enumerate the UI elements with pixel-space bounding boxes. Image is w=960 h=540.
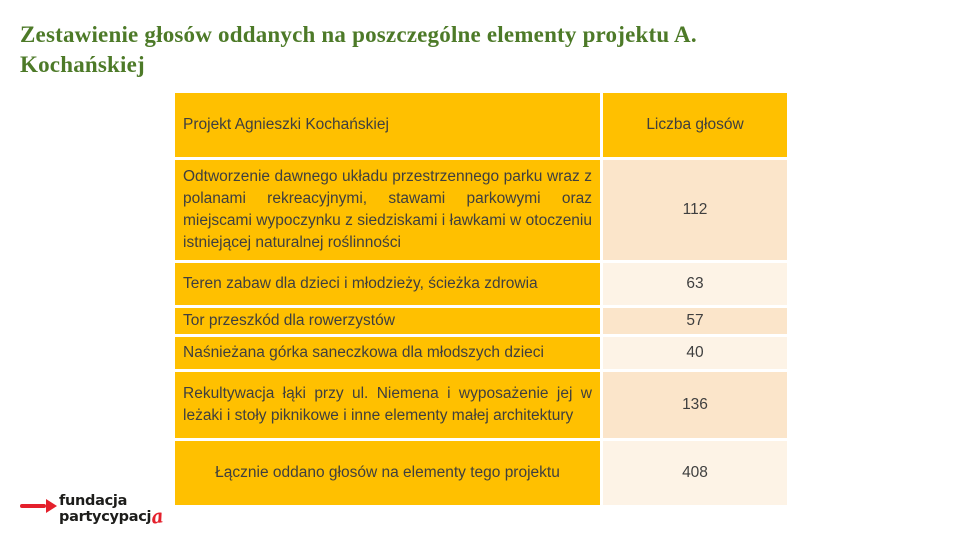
logo-red-a: a <box>149 504 165 529</box>
votes-value: 112 <box>603 160 787 260</box>
total-votes-value: 408 <box>603 441 787 505</box>
project-element-label: Rekultywacja łąki przy ul. Niemena i wyposażenie jej w leżaki i stoły piknikowe i inne elementy małej architektury <box>175 372 600 438</box>
votes-value: 63 <box>603 263 787 305</box>
logo-text <box>59 493 165 529</box>
logo-line1: fundacja <box>59 493 128 509</box>
table-row <box>175 263 787 305</box>
project-element-label: Teren zabaw dla dzieci i młodzieży, ścieżka zdrowia <box>175 263 600 305</box>
table-row <box>175 372 787 438</box>
votes-value: 40 <box>603 337 787 369</box>
column-header-project: Projekt Agnieszki Kochańskiej <box>175 93 600 157</box>
table-row <box>175 337 787 369</box>
page-title-line2: Kochańskiej <box>20 52 145 77</box>
foundation-logo <box>20 493 165 529</box>
table-header-row <box>175 93 787 157</box>
table-total-row <box>175 441 787 505</box>
votes-table <box>172 90 790 508</box>
project-element-label: Odtworzenie dawnego układu przestrzennego parku wraz z polanami rekreacyjnymi, stawami parkowymi oraz miejscami wypoczynku z siedziskami i ławkami w otoczeniu istniejącej naturalnej roślinności <box>175 160 600 260</box>
arrow-right-icon <box>20 499 57 513</box>
table-row <box>175 160 787 260</box>
page-title-line1: Zestawienie głosów oddanych na poszczególne elementy projektu A. <box>20 22 697 47</box>
votes-value: 57 <box>603 308 787 334</box>
project-element-label: Naśnieżana górka saneczkowa dla młodszych dzieci <box>175 337 600 369</box>
column-header-votes: Liczba głosów <box>603 93 787 157</box>
table-row <box>175 308 787 334</box>
total-label: Łącznie oddano głosów na elementy tego projektu <box>175 441 600 505</box>
project-element-label: Tor przeszkód dla rowerzystów <box>175 308 600 334</box>
page-title <box>20 20 945 80</box>
logo-line2: partycypacj <box>59 508 152 525</box>
votes-value: 136 <box>603 372 787 438</box>
